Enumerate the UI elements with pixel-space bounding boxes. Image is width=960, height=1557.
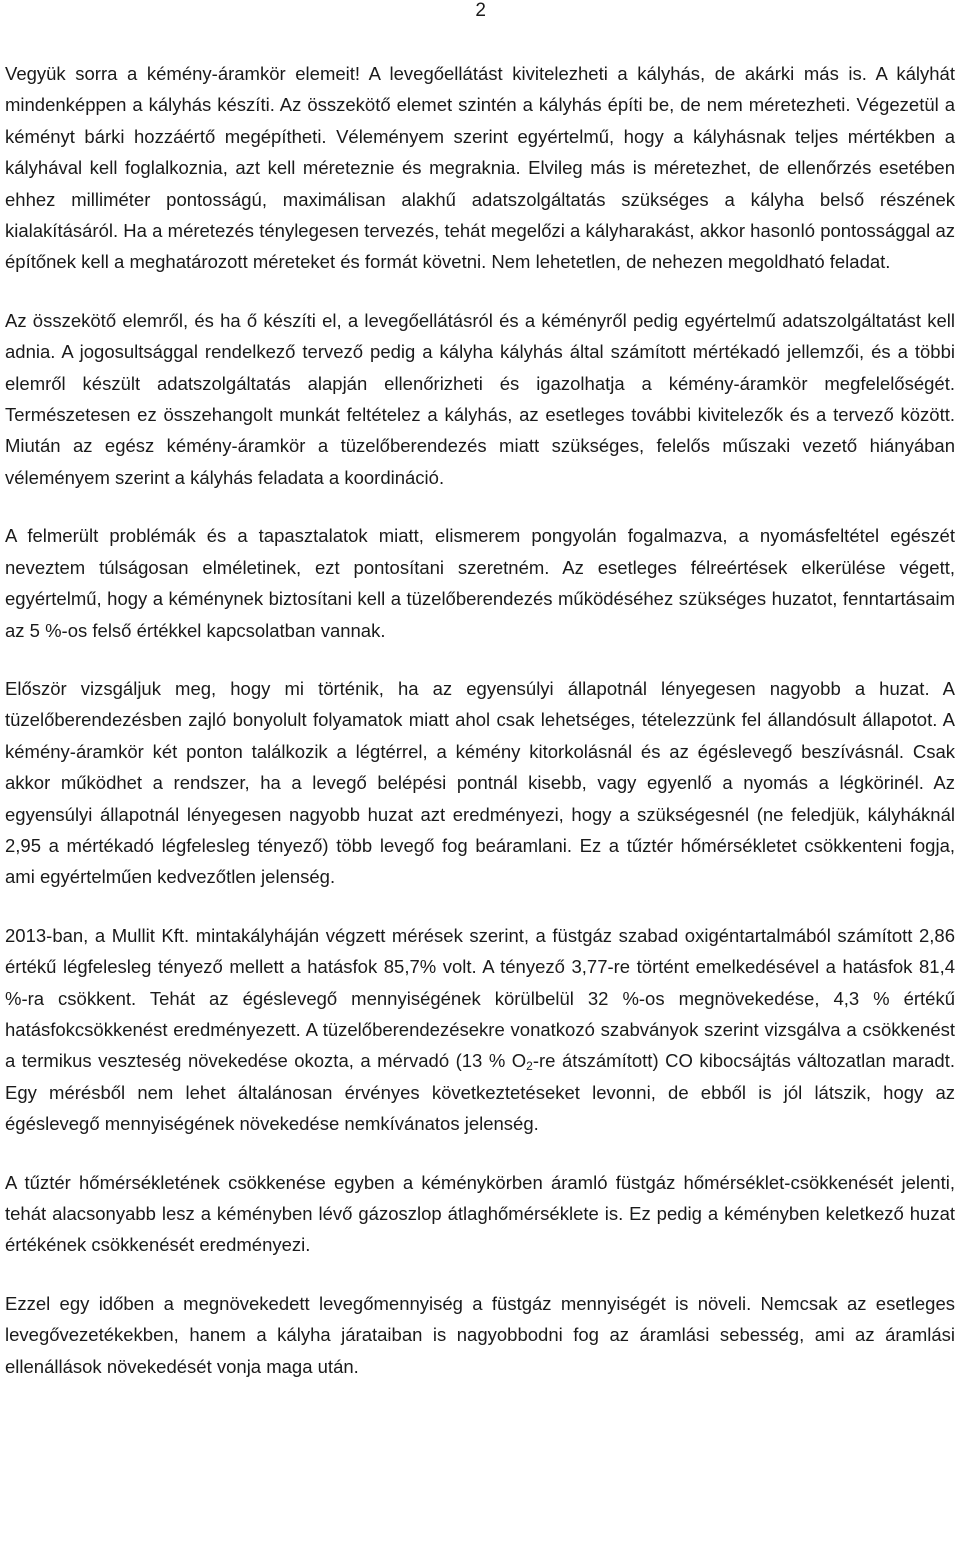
paragraph-6: A tűztér hőmérsékletének csökkenése egyben a kéménykörben áramló füstgáz hőmérséklet-csökkenését jelenti, tehát alacsonyabb lesz a kéményben lévő gázoszlop átlaghőmérséklete is. Ez pedig a kéményben keletkező huzat értékének csökkenését eredményezi. (5, 1171, 955, 1256)
document-body (5, 58, 955, 1382)
oxygen-subscript: 2 (526, 1059, 533, 1074)
paragraph-5-text-after: -re átszámított) CO kibocsájtás változatlan maradt. Egy mérésből nem lehet általánosan érvényes következtetéseket levonni, de ebből is jól látszik, hogy az égéslevegő mennyiségének növekedése nemkívánatos jelenség. (5, 1050, 955, 1135)
paragraph-5-text-before: 2013-ban, a Mullit Kft. mintakályháján végzett mérések szerint, a füstgáz szabad oxigéntartalmából számított 2,86 értékű légfelesleg tényező mellett a hatásfok 85,7% volt. A tényező 3,77-re történt emelkedésével a hatásfok 81,4 %-ra csökkent. Tehát az égéslevegő mennyiségének körülbelül 32 %-os megnövekedése, 4,3 % értékű hatásfokcsökkenést eredményezett. A tüzelőberendezésekre vonatkozó szabványok szerint vizsgálva a csökkenést a termikus veszteség növekedése okozta, a mérvadó (13 % O (5, 924, 955, 1072)
paragraph-2: Az összekötő elemről, és ha ő készíti el, a levegőellátásról és a kéményről pedig egyértelmű adatszolgáltatást kell adnia. A jogosultsággal rendelkező tervező pedig a kályha kályhás által számított mértékadó jellemzői, és a többi elemről készült adatszolgáltatás alapján ellenőrizheti és igazolhatja a kémény-áramkör megfelelőségét. Természetesen ez összehangolt munkát feltételez a kályhás, az esetleges további kivitelezők és a tervező között. Miután az egész kémény-áramkör a tüzelőberendezés miatt szükséges, felelős műszaki vezető hiányában véleményem szerint a kályhás feladata a koordináció. (5, 309, 955, 488)
paragraph-5 (5, 920, 955, 1140)
paragraph-1: Vegyük sorra a kémény-áramkör elemeit! A levegőellátást kivitelezheti a kályhás, de akárki más is. A kályhát mindenképpen a kályhás készíti. Az összekötő elemet szintén a kályhás építi be, de nem méretezheti. Végezetül a kéményt bárki hozzáértő megépítheti. Véleményem szerint egyértelmű, hogy a kályhásnak teljes mértékben a kályhával kell foglalkoznia, azt kell méreteznie és megraknia. Elvileg más is méretezhet, de ellenőrzés esetében ehhez milliméter pontosságú, maximálisan alakhű adatszolgáltatás szükséges a kályha belső részének kialakításáról. Ha a méretezés ténylegesen tervezés, tehát megelőzi a kályharakást, akkor hasonló pontossággal az építőnek kell a meghatározott méreteket és formát követni. Nem lehetetlen, de nehezen megoldható feladat. (5, 63, 955, 273)
page-number: 2 (475, 0, 486, 21)
paragraph-4: Először vizsgáljuk meg, hogy mi történik, ha az egyensúlyi állapotnál lényegesen nagyobb a huzat. A tüzelőberendezésben zajló bonyolult folyamatok miatt ahol csak lehetséges, tételezzünk fel állandósult állapotot. A kémény-áramkör két ponton találkozik a légtérrel, a kémény kitorkolásnál és az égéslevegő beszívásnál. Csak akkor működhet a rendszer, ha a levegő belépési pontnál kisebb, vagy egyenlő a nyomás a légkörinél. Az egyensúlyi állapotnál lényegesen nagyobb huzat azt eredményezi, hogy a szükségesnél (ne feledjük, kályháknál 2,95 a mértékadó légfelesleg tényező) több levegő fog beáramlani. Ez a tűztér hőmérsékletet csökkenteni fogja, ami egyértelműen kedvezőtlen jelenség. (5, 677, 955, 888)
paragraph-7: Ezzel egy időben a megnövekedett levegőmennyiség a füstgáz mennyiségét is növeli. Nemcsak az esetleges levegővezetékekben, hanem a kályha járataiban is nagyobbodni fog az áramlási sebesség, ami az áramlási ellenállások növekedését vonja maga után. (5, 1292, 955, 1377)
paragraph-3: A felmerült problémák és a tapasztalatok miatt, elismerem pongyolán fogalmazva, a nyomásfeltétel egészét neveztem túlságosan elméletinek, ezt pontosítani szeretném. Az esetleges félreértések elkerülése végett, egyértelmű, hogy a kéménynek biztosítani kell a tüzelőberendezés működéséhez szükséges huzatot, fenntartásaim az 5 %-os felső értékkel kapcsolatban vannak. (5, 525, 955, 641)
